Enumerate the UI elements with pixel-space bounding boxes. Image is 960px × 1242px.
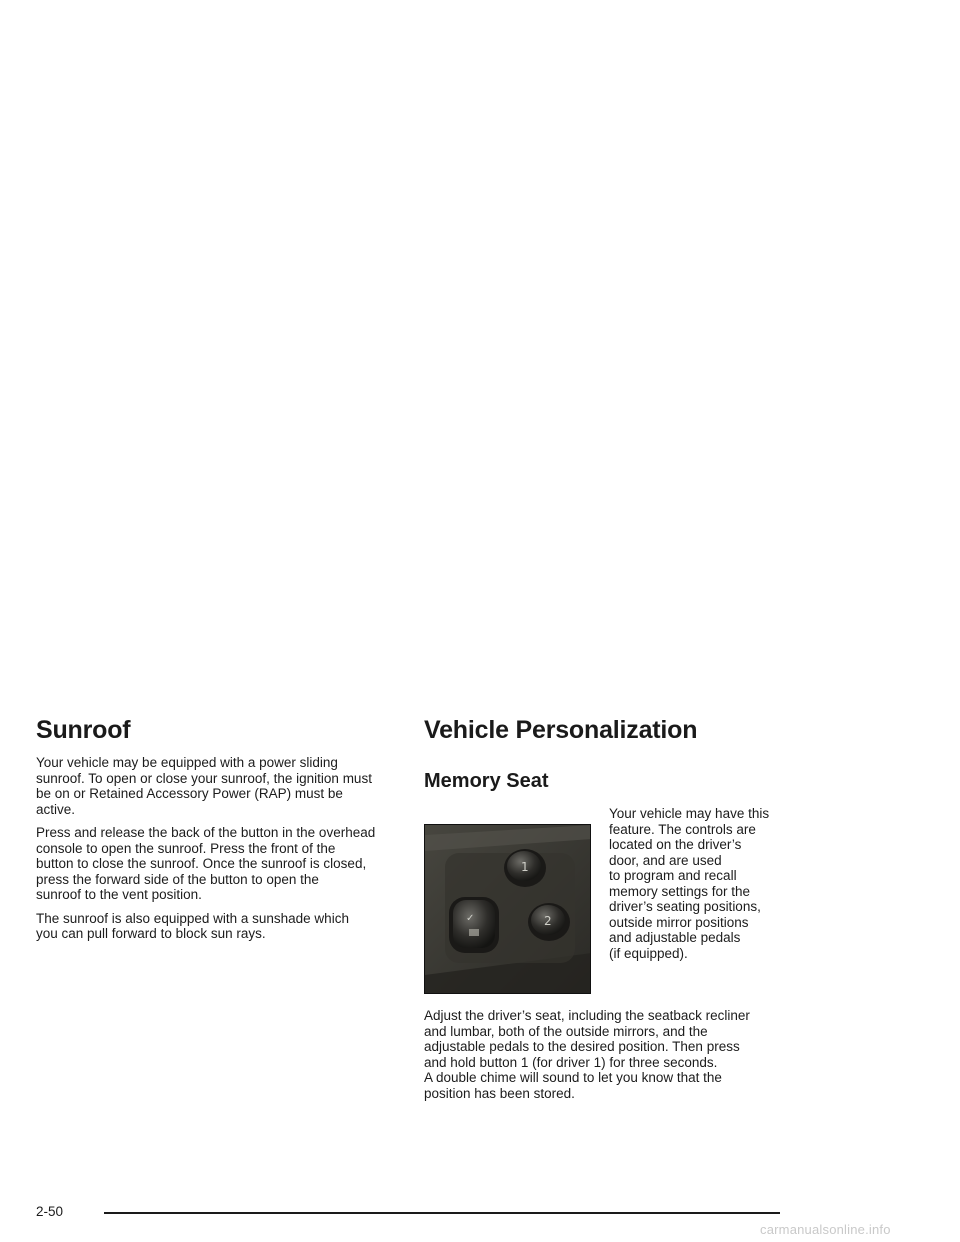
svg-text:✓: ✓	[466, 913, 475, 924]
memory-seat-instructions: Adjust the driver’s seat, including the seatback recliner and lumbar, both of the outside mirrors, and the adjustable pedals to the desired position. Then press and hold button 1 (for driver 1) for three seconds. A double chime will sound to let you know that the position has been stored.	[424, 1008, 750, 1101]
personalization-section	[424, 714, 804, 1109]
memory-seat-buttons-photo	[424, 824, 591, 994]
footer-rule	[104, 1212, 780, 1214]
page-number: 2-50	[36, 1204, 64, 1219]
memory-seat-intro: Your vehicle may have this feature. The controls are located on the driver’s door, and are used to program and recall memory settings for the driver’s seating positions, outside mirror positions and adjustable pedals (if equipped).	[609, 806, 770, 961]
memory-seat-figure-row	[424, 806, 804, 998]
personalization-heading: Vehicle Personalization	[424, 716, 698, 744]
sunroof-paragraph-2: Press and release the back of the button in the overhead console to open the sunroof. Press the front of the button to close the sunroof. Once the sunroof is closed, press the forward side of the button to open the sunroof to the vent position.	[36, 825, 376, 902]
svg-text:2: 2	[544, 914, 552, 928]
sunroof-paragraph-3: The sunroof is also equipped with a sunshade which you can pull forward to block sun rays.	[36, 910, 349, 941]
watermark: carmanualsonline.info	[760, 1222, 891, 1237]
sunroof-section	[36, 714, 401, 950]
svg-text:1: 1	[521, 860, 529, 874]
sunroof-paragraph-1: Your vehicle may be equipped with a power sliding sunroof. To open or close your sunroof, the ignition must be on or Retained Accessory Power (RAP) must be active.	[36, 755, 372, 817]
sunroof-heading: Sunroof	[36, 716, 131, 744]
memory-seat-heading: Memory Seat	[424, 770, 549, 792]
